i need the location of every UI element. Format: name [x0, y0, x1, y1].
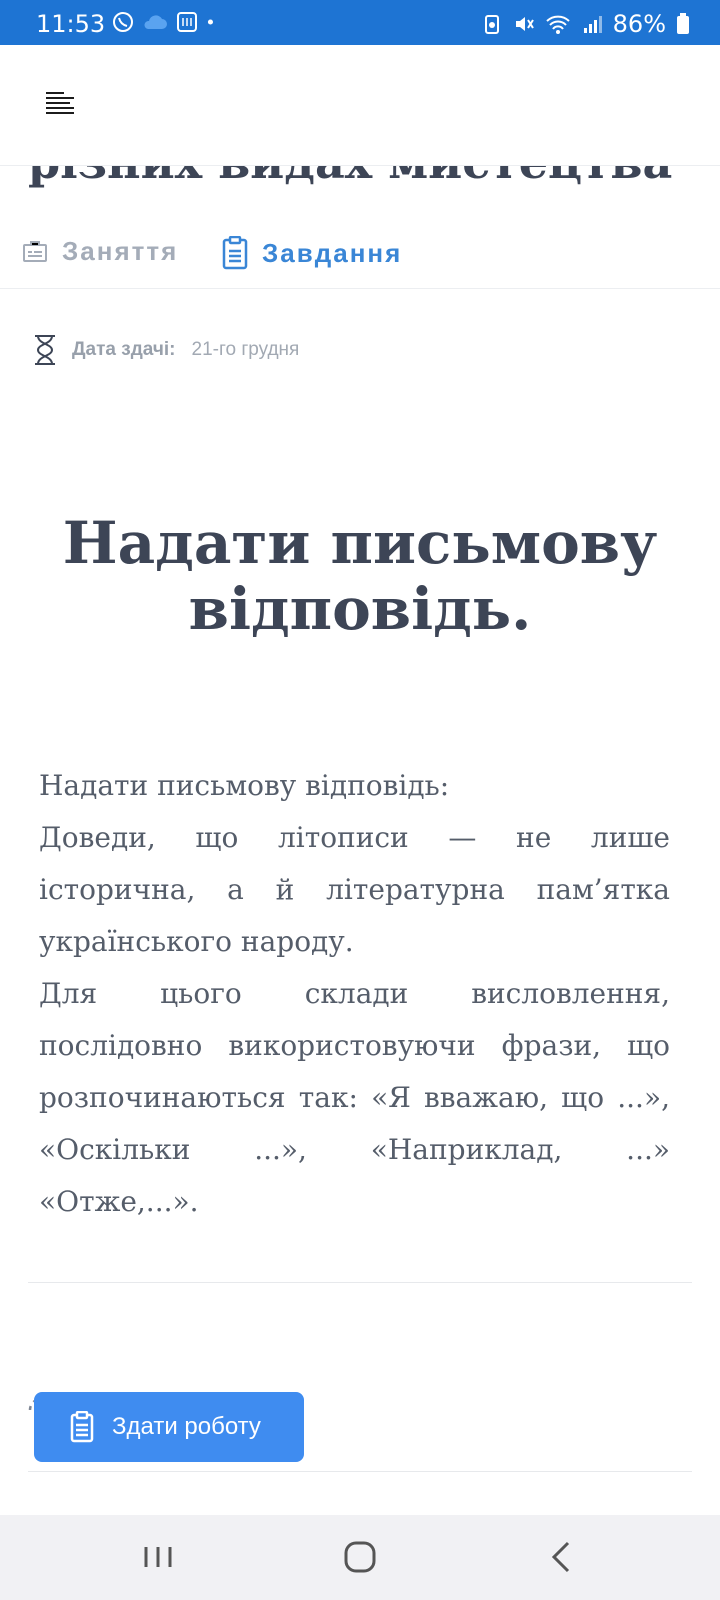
app-header — [0, 45, 720, 166]
status-left-icons — [112, 11, 220, 33]
battery-percent: 86% — [612, 10, 666, 38]
task-heading: Надати письмову відповідь. — [62, 509, 658, 643]
back-icon[interactable] — [544, 1537, 580, 1577]
submit-work-button[interactable] — [34, 1392, 304, 1462]
system-nav-bar — [0, 1515, 720, 1600]
clipboard-icon — [222, 236, 248, 270]
divider — [28, 1471, 692, 1472]
deadline-value: 21-го грудня — [191, 339, 300, 360]
dot-icon — [206, 11, 220, 33]
deadline-label: Дата здачі: — [72, 339, 176, 360]
tab-tasks[interactable] — [222, 236, 402, 270]
task-paragraph: Надати письмову відповідь: — [39, 769, 450, 802]
cloud-icon — [142, 11, 168, 33]
tab-lessons[interactable] — [22, 236, 178, 267]
clipboard-icon — [70, 1411, 94, 1443]
hourglass-icon — [32, 334, 58, 366]
status-right-icons — [481, 10, 690, 38]
battery-saver-icon — [481, 13, 503, 35]
signal-icon — [581, 13, 603, 35]
recent-apps-icon[interactable] — [140, 1537, 176, 1577]
status-time: 11:53 — [36, 10, 106, 38]
submit-work-label: Здати роботу — [112, 1413, 261, 1440]
battery-icon — [676, 13, 690, 35]
task-paragraph: Для цього склади висловлення, послідовно використовуючи фрази, що розпочинаються так: «Я вважаю, що ...», «Оскільки ...», «Наприклад, ...» «Отже,...». — [39, 977, 670, 1218]
divider — [28, 1282, 692, 1283]
status-bar — [0, 0, 720, 45]
viber-icon — [112, 11, 134, 33]
wifi-icon — [545, 13, 571, 35]
tab-lessons-label: Заняття — [62, 236, 179, 266]
task-paragraph: Доведи, що літописи — не лише історична, а й літературна пам’ятка українського народу. — [39, 821, 670, 958]
tabs — [0, 228, 720, 289]
home-icon[interactable] — [340, 1537, 380, 1577]
menu-lines-icon[interactable] — [40, 87, 80, 123]
lesson-card-icon — [22, 239, 48, 265]
diia-icon — [176, 11, 198, 33]
tab-tasks-label: Завдання — [262, 237, 403, 268]
deadline — [32, 334, 299, 366]
task-body — [39, 760, 670, 1228]
mute-icon — [513, 13, 535, 35]
